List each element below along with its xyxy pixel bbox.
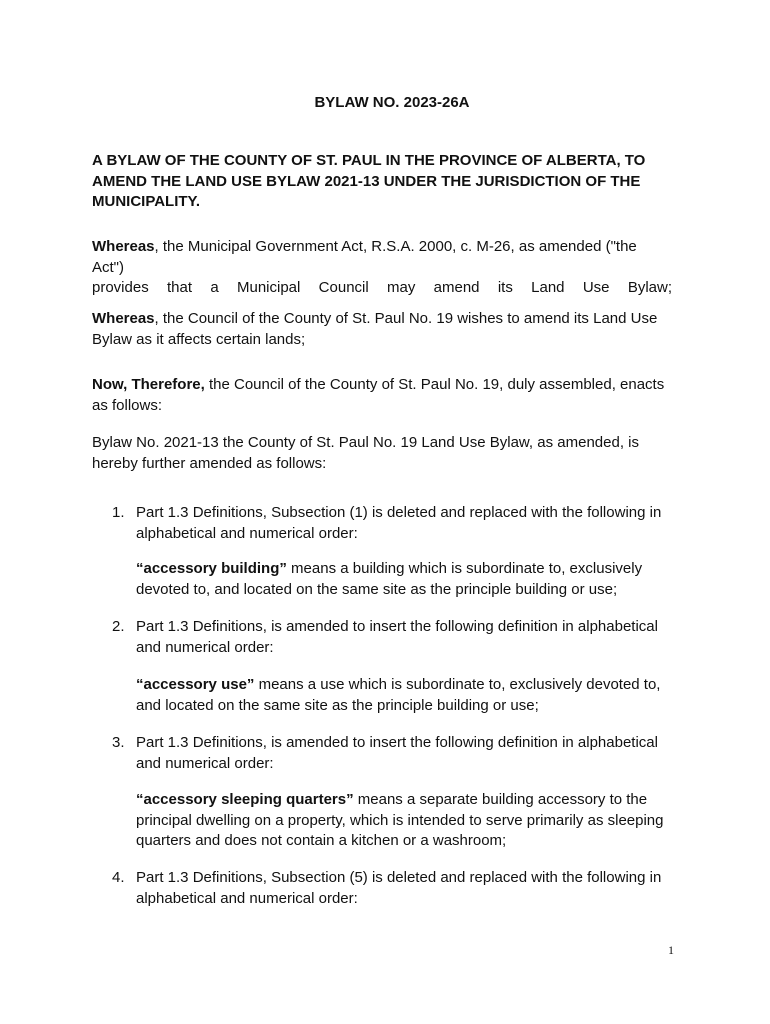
list-item-number: 1.: [112, 504, 125, 521]
paragraph-text: , the Council of the County of St. Paul No. 19 wishes to amend its Land Use Bylaw as it affects certain lands;: [92, 310, 658, 348]
definition-term: “accessory use”: [136, 676, 255, 693]
definition: [136, 675, 672, 716]
definition-term: “accessory building”: [136, 560, 287, 577]
definition-text: means a use which is subordinate to, exclusively devoted to, and located on the same site as the principle building or use;: [136, 676, 661, 714]
list-item-text: Part 1.3 Definitions, is amended to insert the following definition in alphabetical and numerical order:: [136, 618, 658, 656]
definition-text: means a building which is subordinate to, exclusively devoted to, and located on the same site as the principle building or use;: [136, 560, 643, 598]
paragraph-text-justified: provides that a Municipal Council may amend its Land Use Bylaw;: [92, 279, 672, 296]
list-item-text: Part 1.3 Definitions, Subsection (5) is deleted and replaced with the following in alphabetical and numerical order:: [136, 869, 662, 907]
whereas-paragraph-1: [92, 237, 672, 299]
definition-term: “accessory sleeping quarters”: [136, 791, 354, 808]
page-number: 1: [668, 943, 674, 957]
definition-text: means a separate building accessory to the principal dwelling on a property, which is intended to serve primarily as sleeping quarters and does not contain a kitchen or a washroom;: [136, 791, 664, 849]
now-therefore-paragraph: [92, 375, 672, 416]
list-item-number: 2.: [112, 618, 125, 635]
bylaw-heading: A BYLAW OF THE COUNTY OF ST. PAUL IN THE PROVINCE OF ALBERTA, TO AMEND THE LAND USE BYLAW 2021-13 UNDER THE JURISDICTION OF THE MUNICIPALITY.: [92, 152, 646, 210]
list-item-text: Part 1.3 Definitions, is amended to insert the following definition in alphabetical and numerical order:: [136, 734, 658, 772]
paragraph-lead: Whereas: [92, 310, 155, 327]
whereas-paragraph-2: [92, 309, 672, 350]
paragraph-text: , the Municipal Government Act, R.S.A. 2000, c. M-26, as amended ("the Act"): [92, 238, 637, 276]
bylaw-title: BYLAW NO. 2023-26A: [314, 94, 470, 111]
amendment-intro-paragraph: Bylaw No. 2021-13 the County of St. Paul No. 19 Land Use Bylaw, as amended, is hereby further amended as follows:: [92, 434, 639, 472]
list-item-number: 3.: [112, 734, 125, 751]
paragraph-lead: Now, Therefore,: [92, 376, 205, 393]
list-item: [92, 733, 672, 774]
definition: [136, 559, 672, 600]
list-item-text: Part 1.3 Definitions, Subsection (1) is deleted and replaced with the following in alphabetical and numerical order:: [136, 504, 662, 542]
list-item: [92, 617, 672, 658]
list-item-number: 4.: [112, 869, 125, 886]
list-item: [92, 868, 672, 909]
paragraph-text: the Council of the County of St. Paul No. 19, duly assembled, enacts as follows:: [92, 376, 665, 414]
list-item: [92, 503, 672, 544]
definition: [136, 790, 672, 852]
paragraph-lead: Whereas: [92, 238, 155, 255]
